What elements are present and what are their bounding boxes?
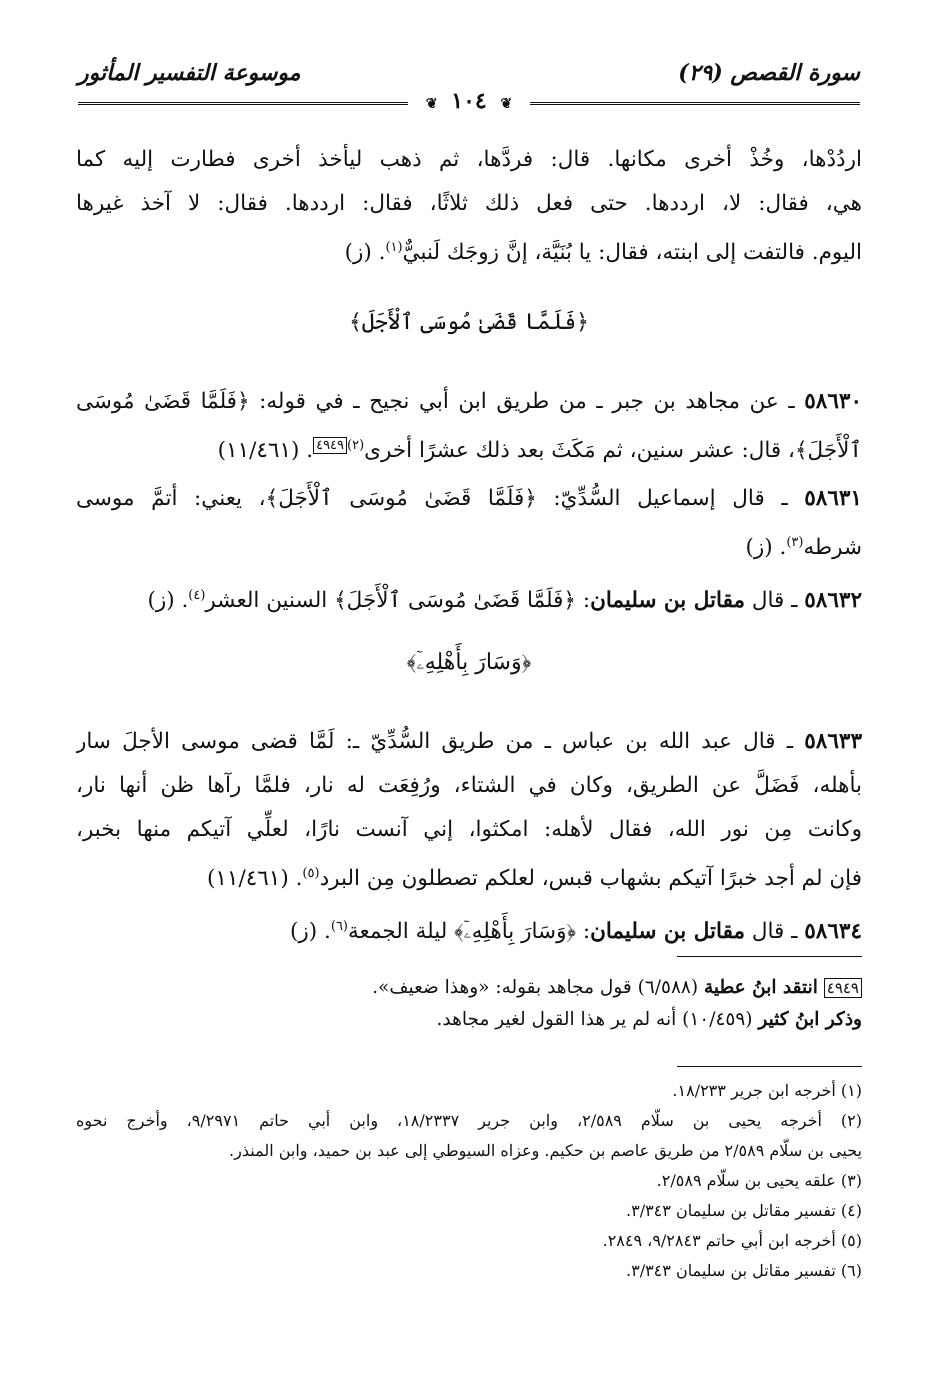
entry-58634: ٥٨٦٣٤ ـ قال مقاتل بن سليمان: ﴿وَسَارَ بِأَهْلِهِۦٓ﴾ ليلة الجمعة$^{(٦)}$. (ز) [290,919,862,945]
footnote: (٣) علقه يحيى بن سلّام ٢/٥٨٩. [656,1171,862,1190]
page-number-block [420,88,518,114]
header-rule-right [530,102,860,105]
entry-number: ٥٨٦٣٢ [804,588,862,614]
surah-title: سورة القصص (٢٩) [678,60,860,86]
entry-58633-cont: فإن لم أجد خبرًا آتيكم بشهاب قبس، لعلكم تصطلون مِن البرد$^{(٥)}$. (١١/٤٦١) [206,866,862,892]
commentary-line: وذكر ابنُ كثير (١٠/٤٥٩) أنه لم ير هذا القول لغير مجاهد. [436,1009,862,1030]
text-line: اليوم. فالتفت إلى ابنته، فقال: يا بُنَيَّة، إنَّ زوجَك لَنبيٌّ$^{(١)}$. (ز) [344,240,862,266]
ornament-icon: ❦ [500,96,513,112]
book-title: موسوعة التفسير المأثور [78,60,301,86]
entry-number: ٥٨٦٣١ [804,486,862,512]
footnotes [76,1076,862,1286]
entry-58631: ٥٨٦٣١ ـ قال إسماعيل السُّدِّيّ: ﴿فَلَمَّا قَضَىٰ مُوسَى ٱلْأَجَلَ﴾، يعني: أتمَّ موسى [76,486,862,512]
entry-number: ٥٨٦٣٤ [804,919,862,945]
footnote-ref: (٦) [330,919,348,935]
footnote: (٦) تفسير مقاتل بن سليمان ٣/٣٤٣. [626,1261,862,1280]
footnotes-separator [677,1066,862,1067]
commentary-note [76,972,862,1036]
footnote: (٢) أخرجه يحيى بن سلّام ٢/٥٨٩، وابن جرير ١٨/٢٣٣٧، وابن أبي حاتم ٩/٢٩٧١، وأخرج نحوه [76,1111,862,1130]
footnote-ref: (١) [385,240,403,255]
footnote: (١) أخرجه ابن جرير ١٨/٢٣٣. [672,1081,862,1100]
section2-entries [76,720,862,954]
entry-number: ٥٨٦٣٣ [804,729,862,754]
header-rule-left [78,102,408,105]
footnote: (٤) تفسير مقاتل بن سليمان ٣/٣٤٣. [626,1201,862,1220]
text-line: اردُدْها، وخُذْ أخرى مكانها. قال: فردَّها، ثم ذهب ليأخذ أخرى فطارت إليه كما [76,147,862,172]
entry-58630-cont: ٱلْأَجَلَ﴾، قال: عشر سنين، ثم مَكَثَ بعد ذلك عشرًا أخرى$^{(٢)٤٩٤٩}$. (١١/٤٦١) [217,438,862,464]
footnote-ref: (٥) [302,866,320,881]
commentary-box: ٤٩٤٩ [824,978,862,998]
footnote-ref: (٢) [347,438,365,453]
verse-heading: ﴿وَسَارَ بِأَهْلِهِۦٓ﴾ [406,650,532,675]
footnote: يحيى بن سلّام ٢/٥٨٩ من طريق عاصم بن حكيم. وعزاه السيوطي إلى عبد بن حميد، وابن المنذر. [229,1141,862,1160]
speaker-name: مقاتل بن سليمان [590,919,745,945]
footnote-ref: (٤) [188,588,206,604]
section1-entries [76,380,862,623]
entry-58633: ٥٨٦٣٣ ـ قال عبد الله بن عباس ـ من طريق السُّدِّيّ ـ: لَمَّا قضى موسى الأجلَ سار [76,729,862,754]
entry-58633-cont: بأهله، فَضَلَّ عن الطريق، وكان في الشتاء، ورُفِعَت له نار، فلمَّا رآها ظن أنها نار، [76,773,862,798]
entry-58630: ٥٨٦٣٠ ـ عن مجاهد بن جبر ـ من طريق ابن أبي نجيح ـ في قوله: ﴿فَلَمَّا قَضَىٰ مُوسَى [76,389,862,414]
commentary-line: ٤٩٤٩ انتقد ابنُ عطية (٦/٥٨٨) قول مجاهد بقوله: «وهذا ضعيف». [76,972,862,1004]
footnote-ref: (٣) [786,535,804,551]
text-line: هي، فقال: لا، ارددها. حتى فعل ذلك ثلاثًا، فقال: ارددها. فقال: لا آخذ غيرها [76,191,862,216]
ornament-icon: ❦ [425,96,438,112]
verse-heading: ﴿فَلَمَّا قَضَىٰ مُوسَى ٱلْأَجَلَ﴾ [348,310,590,335]
entry-number: ٥٨٦٣٠ [804,389,862,414]
commentary-separator [677,956,862,957]
page-number: ١٠٤ [451,88,487,114]
commentary-ref-box: ٤٩٤٩ [313,437,347,454]
intro-paragraph [76,138,862,275]
running-header [78,58,860,112]
entry-58632: ٥٨٦٣٢ ـ قال مقاتل بن سليمان: ﴿فَلَمَّا قَضَىٰ مُوسَى ٱلْأَجَلَ﴾ السنين العشر$^{(٤)}$. (ز) [147,588,862,614]
speaker-name: مقاتل بن سليمان [590,588,745,614]
entry-58633-cont: وكانت مِن نور الله، فقال لأهله: امكثوا، إني آنست نارًا، لعلِّي آتيكم منها بخبر، [76,817,862,842]
entry-58631-cont: شرطه$^{(٣)}$. (ز) [745,535,862,561]
footnote: (٥) أخرجه ابن أبي حاتم ٩/٢٨٤٣، ٢٨٤٩. [602,1231,862,1250]
